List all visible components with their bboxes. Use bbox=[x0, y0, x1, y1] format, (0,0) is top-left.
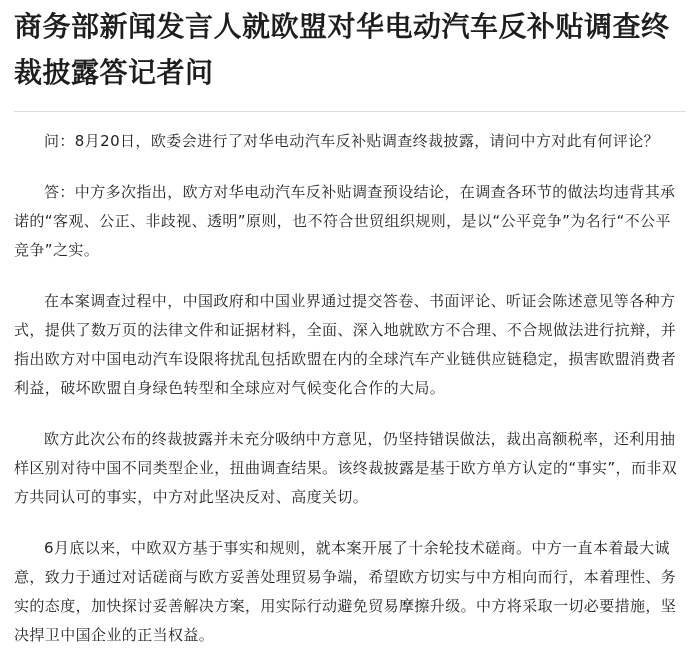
body-paragraph: 在本案调查过程中，中国政府和中国业界通过提交答卷、书面评论、听证会陈述意见等各种方式，提供了数万页的法律文件和证据材料，全面、深入地就欧方不合理、不合规做法进行抗辩，并指出欧方对中国电动汽车设限将扰乱包括欧盟在内的全球汽车产业链供应链稳定，损害欧盟消费者利益，破坏欧盟自身绿色转型和全球应对气候变化合作的大局。 bbox=[14, 292, 677, 397]
title-divider bbox=[14, 111, 686, 112]
answer-paragraph: 答：中方多次指出，欧方对华电动汽车反补贴调查预设结论，在调查各环节的做法均违背其承诺的“客观、公正、非歧视、透明”原则，也不符合世贸组织规则，是以“公平竞争”为名行“不公平竞争”之实。 bbox=[14, 183, 676, 259]
body-paragraph: 6月底以来，中欧双方基于事实和规则，就本案开展了十余轮技术磋商。中方一直本着最大诚意，致力于通过对话磋商与欧方妥善处理贸易争端，希望欧方切实与中方相向而行，本着理性、务实的态度，加快探讨妥善解决方案，用实际行动避免贸易摩擦升级。中方将采取一切必要措施，坚决捍卫中国企业的正当权益。 bbox=[14, 539, 677, 644]
body-paragraph: 欧方此次公布的终裁披露并未充分吸纳中方意见，仍坚持错误做法，裁出高额税率，还利用抽样区别对待中国不同类型企业，扭曲调查结果。该终裁披露是基于欧方单方认定的“事实”，而非双方共同认可的事实，中方对此坚决反对、高度关切。 bbox=[14, 430, 678, 506]
article-title: 商务部新闻发言人就欧盟对华电动汽车反补贴调查终裁披露答记者问 bbox=[14, 10, 670, 89]
question-paragraph: 问：8月20日，欧委会进行了对华电动汽车反补贴调查终裁披露，请问中方对此有何评论？ bbox=[44, 132, 660, 150]
article-body bbox=[14, 127, 686, 650]
